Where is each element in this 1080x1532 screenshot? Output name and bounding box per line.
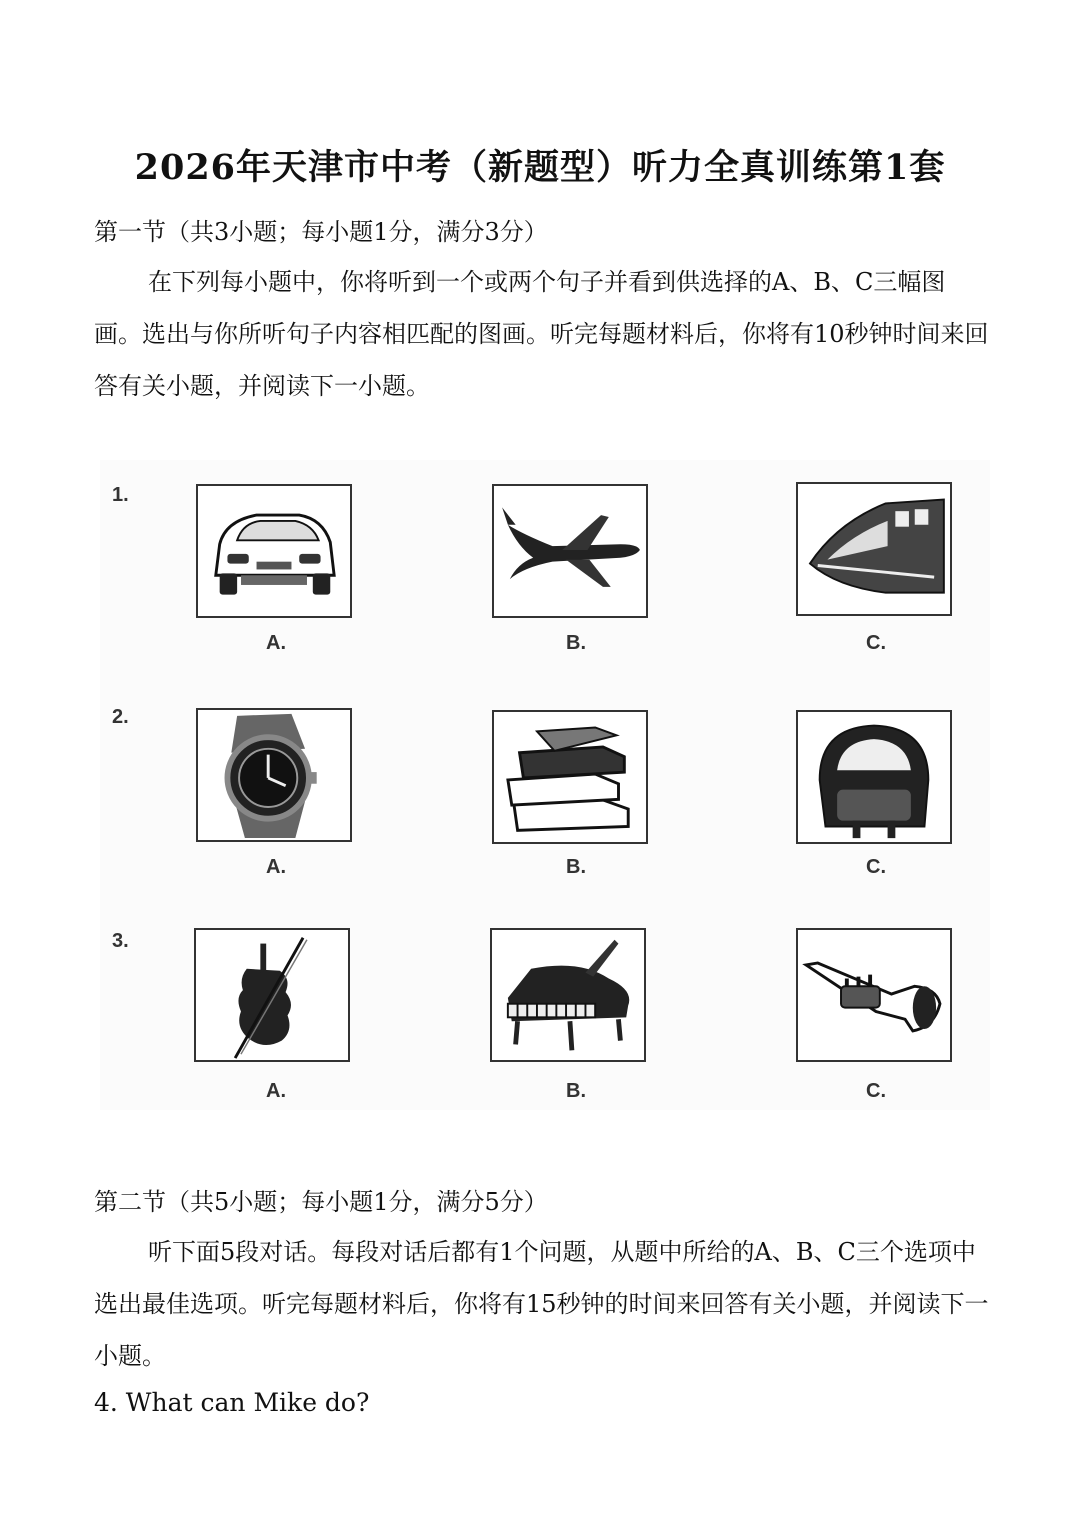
page-title: 2026年天津市中考（新题型）听力全真训练第1套 [134,147,946,188]
option-3b-picture[interactable] [490,928,646,1062]
option-1b-picture[interactable] [492,484,648,618]
option-1c-picture[interactable] [796,482,952,616]
train-icon [798,484,950,614]
option-label: A. [266,856,286,878]
option-label: C. [866,632,886,654]
question-number: 1. [112,484,129,506]
option-label: B. [566,1080,586,1102]
question-number: 3. [112,930,129,952]
section2-heading: 第二节（共5小题；每小题1分，满分5分） [94,1188,548,1216]
option-label: C. [866,1080,886,1102]
option-2c-picture[interactable] [796,710,952,844]
trumpet-icon [798,930,950,1060]
option-3a-picture[interactable] [194,928,350,1062]
option-label: C. [866,856,886,878]
option-label: A. [266,1080,286,1102]
books-icon [494,712,646,842]
option-label: A. [266,632,286,654]
option-label: B. [566,856,586,878]
question-number: 2. [112,706,129,728]
car-icon [198,486,350,616]
piano-icon [492,930,644,1060]
violin-icon [196,930,348,1060]
option-3c-picture[interactable] [796,928,952,1062]
backpack-icon [798,712,950,842]
watch-icon [198,710,350,840]
option-2a-picture[interactable] [196,708,352,842]
option-1a-picture[interactable] [196,484,352,618]
airplane-icon [494,486,646,616]
section2-instructions: 听下面5段对话。每段对话后都有1个问题，从题中所给的A、B、C三个选项中选出最佳选项。听完每题材料后，你将有15秒钟的时间来回答有关小题，并阅读下一小题。 [94,1238,989,1370]
option-2b-picture[interactable] [492,710,648,844]
section1-instructions: 在下列每小题中，你将听到一个或两个句子并看到供选择的A、B、C三幅图画。选出与你所听句子内容相匹配的图画。听完每题材料后，你将有10秒钟时间来回答有关小题，并阅读下一小题。 [94,268,989,400]
option-label: B. [566,632,586,654]
question-4: 4. What can Mike do? [94,1388,370,1417]
section1-heading: 第一节（共3小题；每小题1分，满分3分） [94,218,548,246]
